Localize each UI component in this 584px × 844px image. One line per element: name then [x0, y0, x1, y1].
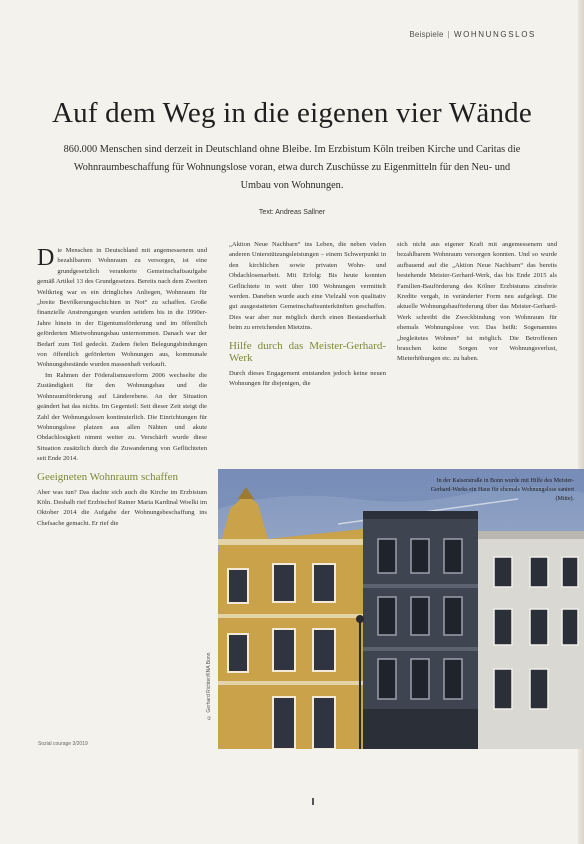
paragraph: Im Rahmen der Föderalismusreform 2006 wechselte die Zuständigkeit für den Wohnungsbau und die Wohnraumförderung auf Länderebene. An der Situation geändert hat das nichts. Im Gegenteil: Seit dieser Zeit steigt die Zahl der Wohnungslosen kontinuierlich. Die Einrichtungen für Wohnungslose platzen aus allen Nähten und akute Obdachlosigkeit nimmt weiter zu. Verschärft wurde diese Situation zusätzlich durch die Zuwanderung von Geflüchteten seit Ende 2014.: [37, 371, 207, 463]
article-title: Auf dem Weg in die eigenen vier Wände: [52, 97, 532, 129]
dark-house: [363, 511, 478, 749]
scan-mark: [312, 798, 314, 805]
paragraph: „Aktion Neue Nachbarn“ ins Leben, die neben vielen anderen Unterstützungsleistungen – einem Schwerpunkt in den kirchlichen sowie privaten Wohn- und Obdachlosenarbeit. Mit Erfolg: Bis heute konnten Geflüchtete in weit über 100 Wohnungen vermittelt werden. Daneben wurde auch eine Vielzahl von qualitativ gut ausgestatteten Gemeinschaftsunterkünften geschaffen. Dies war aber nur möglich durch einen Bestandserhalt beim zu erreichenden Mietzins.: [229, 241, 386, 332]
header-section: WOHNUNGSLOS: [453, 30, 536, 39]
text-column-1: [37, 246, 207, 726]
text-column-3: [397, 240, 557, 462]
subheading: Geeigneten Wohnraum schaffen: [37, 470, 179, 483]
street-lamp-head: [356, 615, 364, 623]
article-byline: Text: Andreas Sallner: [258, 209, 326, 216]
running-header: [409, 30, 536, 39]
paragraph-text: ie Menschen in Deutschland mit angemessenem und bezahlbarem Wohnraum zu versorgen, ist eine grundgesetzlich verankerte Gemeinschaftsaufgabe gemäß Artikel 13 des Grundgesetzes. Bereits nach dem Zweiten Weltkrieg war es ein dringliches Anliegen, Wohnraum für „breite Bevölkerungsschichten in Not“ zu schaffen. Große finanzielle Anstrengungen wurden seitdem bis in die 1990er-Jahre hinein in der Eigentumsförderung und im öffentlich geförderten Mietwohnungsbau unternommen. Danach war der Bedarf zum Teil gedeckt. Zudem fielen Belegungsbindungen von öffentlich geförderten Wohnungen aus, kommunale Wohnungsbestände wurden massenhaft verkauft.: [37, 247, 207, 369]
photo-credit: © Gerhard Richter/KNA Bonn: [206, 652, 212, 720]
header-category: Beispiele: [409, 30, 444, 39]
page-footer: Sozial courage 3/2019: [38, 741, 88, 747]
article-photo: [218, 469, 584, 749]
photo-caption: In der Kaiserstraße in Bonn wurde mit Hilfe des Meister-Gerhard-Werks ein Haus für ehemals Wohnungslose saniert (Mitte).: [430, 478, 574, 502]
paragraph: Durch dieses Engagement entstanden jedoch keine neuen Wohnungen für diejenigen, die: [229, 369, 386, 388]
paragraph: [37, 246, 207, 371]
white-house: [478, 531, 584, 749]
paragraph: Aber was tun? Das dachte sich auch die Kirche im Erzbistum Köln. Deshalb rief Erzbischof Rainer Maria Kardinal Woelki im Oktober 2014 die Aufgabe der Wohnungsbeschaffung ins Chefsache gemacht. Er rief die: [37, 488, 207, 527]
article-lead: 860.000 Menschen sind derzeit in Deutschland ohne Bleibe. Im Erzbistum Köln treiben Kirche und Caritas die Wohnraumbeschaffung für Wohnungslose voran, etwa durch Zuschüsse zu Eigenmitteln für den Neu- und Umbau von Wohnungen.: [63, 144, 521, 191]
building-illustration: [218, 469, 584, 749]
drop-cap: D: [37, 246, 55, 271]
subheading: Hilfe durch das Meister-Gerhard-Werk: [229, 339, 386, 364]
header-separator: |: [447, 30, 450, 39]
paragraph: sich nicht aus eigener Kraft mit angemessenem und bezahlbarem Wohnraum versorgen konnten. Und so wurde aufbauend auf die „Aktion Neue Nachbarn“ das bereits bestehende Meister-Gerhard-Werk, das bis Ende 2015 als Familien-Bauförderung des Kölner Erzbistums zinsfreie Kredite vergab, in veränderter Form neu aufgelegt. Die aktuelle Wohnungsbauförderung über das Meister-Gerhard-Werk schreibt die Zweckbindung von Wohnraum für ehemals Wohnungslose vor. Das heißt: Sogenanntes „begleitetes Wohnen“ ist möglich. Die Betroffenen brauchen keine Sorgen vor Wohnungsverlust, Mieterhöhungen etc. zu haben.: [397, 241, 557, 363]
text-column-2: [229, 240, 386, 462]
